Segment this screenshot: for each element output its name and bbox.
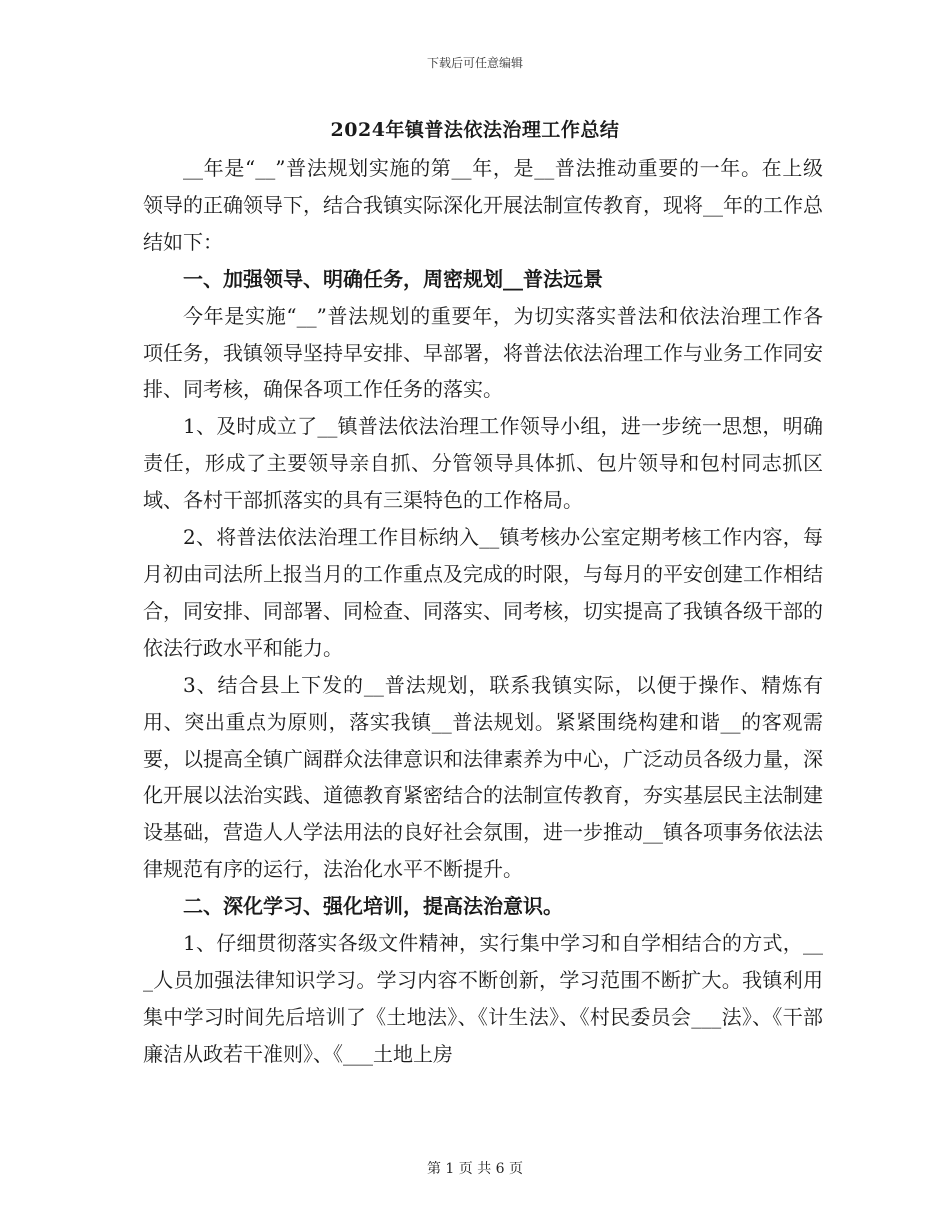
body-paragraph: 3、结合县上下发的__普法规划，联系我镇实际，以便于操作、精炼有用、突出重点为原则，落实我镇__普法规划。紧紧围绕构建和谐__的客观需要，以提高全镇广阔群众法律意识和法律素养为中心，广泛动员各级力量，深化开展以法治实践、道德教育紧密结合的法制宣传教育，夯实基层民主法制建设基础，营造人人学法用法的良好社会氛围，进一步推动__镇各项事务依法法律规范有序的运行，法治化水平不断提升。 (143, 672, 823, 882)
body-paragraph: 1、仔细贯彻落实各级文件精神，实行集中学习和自学相结合的方式，___人员加强法律知识学习。学习内容不断创新，学习范围不断扩大。我镇利用集中学习时间先后培训了《土地法》、《计生法》、《村民委员会___法》、《干部廉洁从政若干准则》、《___土地上房 (143, 931, 823, 1066)
page-number-footer: 第 1 页 共 6 页 (426, 1161, 524, 1177)
document-title: 2024年镇普法依法治理工作总结 (330, 119, 620, 141)
section-heading-2: 二、深化学习、强化培训，提高法治意识。 (183, 894, 563, 919)
document-body (143, 150, 823, 1073)
body-paragraph: 2、将普法依法治理工作目标纳入__镇考核办公室定期考核工作内容，每月初由司法所上报当月的工作重点及完成的时限，与每月的平安创建工作相结合，同安排、同部署、同检查、同落实、同考核，切实提高了我镇各级干部的依法行政水平和能力。 (143, 525, 823, 660)
page-header-note: 下载后可任意编辑 (426, 56, 523, 70)
body-paragraph: 1、及时成立了__镇普法依法治理工作领导小组，进一步统一思想，明确责任，形成了主要领导亲自抓、分管领导具体抓、包片领导和包村同志抓区域、各村干部抓落实的具有三渠特色的工作格局。 (143, 414, 823, 513)
section-heading-1: 一、加强领导、明确任务，周密规划__普法远景 (183, 266, 603, 291)
body-paragraph: 今年是实施“__”普法规划的重要年，为切实落实普法和依法治理工作各项任务，我镇领导坚持早安排、早部署，将普法依法治理工作与业务工作同安排、同考核，确保各项工作任务的落实。 (143, 303, 823, 402)
intro-paragraph: __年是“__”普法规划实施的第__年，是__普法推动重要的一年。在上级领导的正确领导下，结合我镇实际深化开展法制宣传教育，现将__年的工作总结如下： (143, 156, 823, 254)
